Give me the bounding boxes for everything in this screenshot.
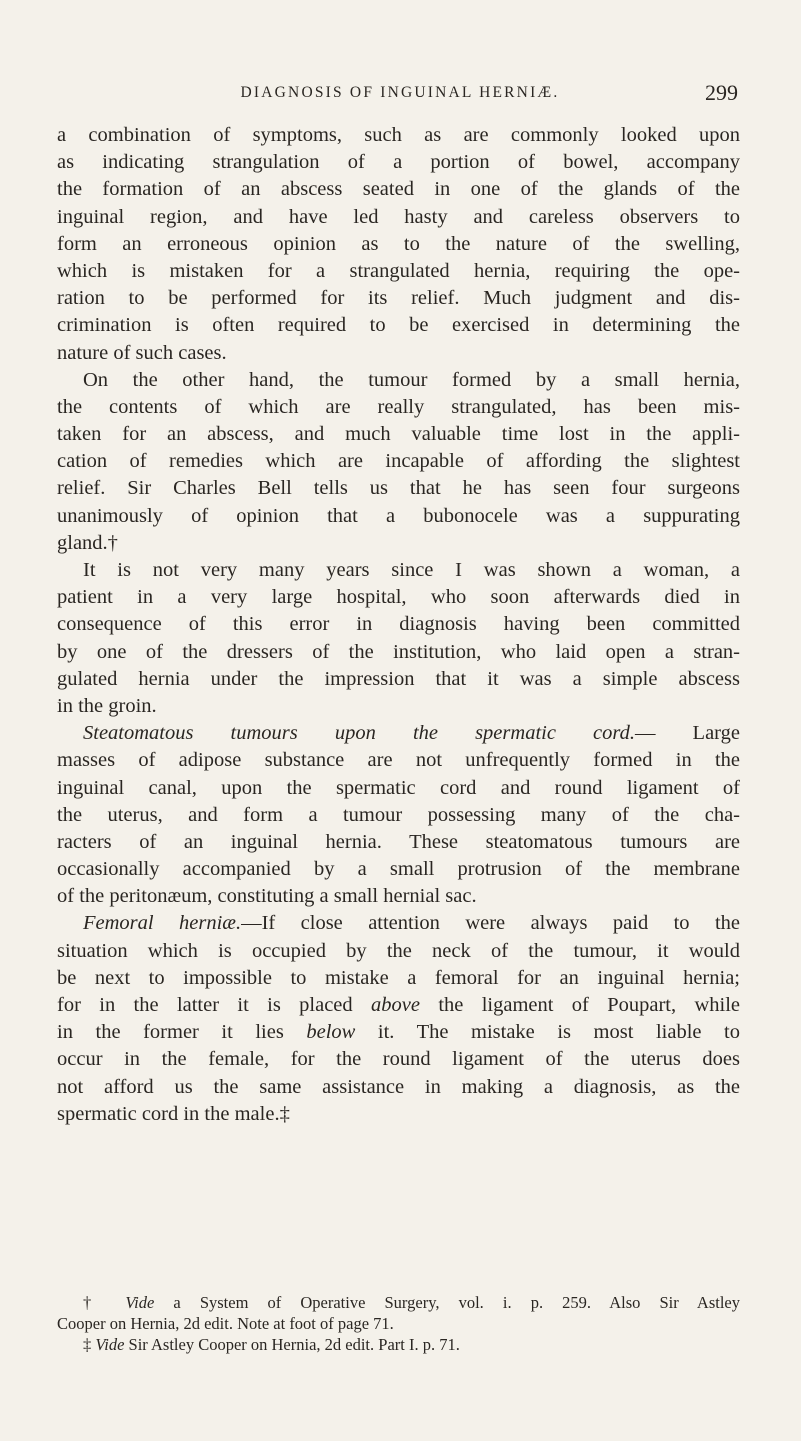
section-heading-line	[57, 910, 740, 937]
text-line: a combination of symptoms, such as are commonly looked upon	[57, 124, 740, 146]
text-line: spermatic cord in the male.‡	[57, 1102, 290, 1125]
text-line: racters of an inguinal hernia. These steatomatous tumours are	[57, 830, 740, 853]
text-fragment: in the former it lies	[57, 1021, 307, 1044]
text-line: as indicating strangulation of a portion of bowel, accompany	[57, 151, 740, 174]
text-line: On the other hand, the tumour formed by a small hernia,	[83, 368, 740, 391]
text-line: ration to be performed for its relief. Much judgment and dis-	[57, 287, 740, 310]
text-fragment: a System of Operative Surgery, vol. i. p. 259. Also Sir Astley	[154, 1293, 740, 1312]
text-line: relief. Sir Charles Bell tells us that he has seen four surgeons	[57, 477, 740, 500]
footnote-line	[57, 1292, 740, 1313]
body-text	[57, 122, 740, 1128]
text-fragment: the ligament of Poupart, while	[419, 994, 741, 1016]
text-line: in the groin.	[57, 694, 157, 717]
text-line: unanimously of opinion that a bubonocele was a suppurating	[57, 504, 740, 527]
emphasis: below	[306, 1021, 356, 1044]
text-line: the formation of an abscess seated in one of the glands of the	[57, 178, 740, 201]
text-fragment: Sir Astley Cooper on Hernia, 2d edit. Part I. p. 71.	[124, 1335, 460, 1354]
text-line: gland.†	[57, 531, 118, 554]
text-fragment: it. The mistake is most liable to	[355, 1021, 740, 1044]
running-title: DIAGNOSIS OF INGUINAL HERNIÆ.	[240, 84, 560, 101]
text-line: not afford us the same assistance in making a diagnosis, as the	[57, 1075, 740, 1098]
text-line: It is not very many years since I was shown a woman, a	[83, 559, 740, 581]
page-number: 299	[705, 80, 738, 105]
text-fragment: for in the latter it is placed	[57, 994, 372, 1016]
text-line: patient in a very large hospital, who soon afterwards died in	[57, 586, 740, 609]
footnotes	[57, 1292, 740, 1355]
footnote-line	[57, 1334, 740, 1355]
emphasis: above	[371, 994, 420, 1016]
text-line: gulated hernia under the impression that it was a simple abscess	[57, 667, 740, 690]
text-line	[57, 992, 740, 1019]
footnote-vide: Vide	[95, 1335, 125, 1354]
section-heading-line	[57, 720, 740, 747]
running-head	[60, 82, 740, 112]
text-line: situation which is occupied by the neck of the tumour, it would	[57, 939, 740, 962]
footnote-mark-dagger: †	[83, 1293, 126, 1312]
section-heading: Steatomatous tumours upon the spermatic cord.	[83, 722, 635, 745]
text-line	[57, 1019, 740, 1046]
text-line: the uterus, and form a tumour possessing many of the cha-	[57, 803, 740, 826]
text-line: inguinal region, and have led hasty and careless observers to	[57, 205, 740, 228]
footnote-line: Cooper on Hernia, 2d edit. Note at foot of page 71.	[57, 1314, 394, 1333]
text-line: be next to impossible to mistake a femoral for an inguinal hernia;	[57, 966, 740, 989]
text-line: nature of such cases.	[57, 341, 227, 364]
text-line: the contents of which are really strangulated, has been mis-	[57, 395, 740, 418]
text-fragment: — Large	[634, 722, 740, 745]
text-line: consequence of this error in diagnosis having been committed	[57, 613, 740, 636]
footnote-vide: Vide	[125, 1293, 155, 1312]
text-line: cation of remedies which are incapable of affording the slightest	[57, 450, 740, 473]
text-fragment: —If close attention were always paid to the	[241, 912, 741, 935]
text-line: occur in the female, for the round ligament of the uterus does	[57, 1048, 740, 1071]
text-line: of the peritonæum, constituting a small hernial sac.	[57, 885, 477, 908]
section-heading: Femoral herniæ.	[83, 912, 242, 935]
footnote-mark-double-dagger: ‡	[83, 1335, 96, 1354]
text-line: which is mistaken for a strangulated hernia, requiring the ope-	[57, 259, 740, 282]
text-line: taken for an abscess, and much valuable time lost in the appli-	[57, 423, 740, 446]
text-line: crimination is often required to be exercised in determining the	[57, 314, 740, 337]
text-line: occasionally accompanied by a small protrusion of the membrane	[57, 858, 740, 881]
text-line: inguinal canal, upon the spermatic cord and round ligament of	[57, 776, 740, 799]
text-line: by one of the dressers of the institution, who laid open a stran-	[57, 640, 740, 663]
text-line: form an erroneous opinion as to the nature of the swelling,	[57, 232, 740, 255]
text-line: masses of adipose substance are not unfrequently formed in the	[57, 749, 740, 772]
